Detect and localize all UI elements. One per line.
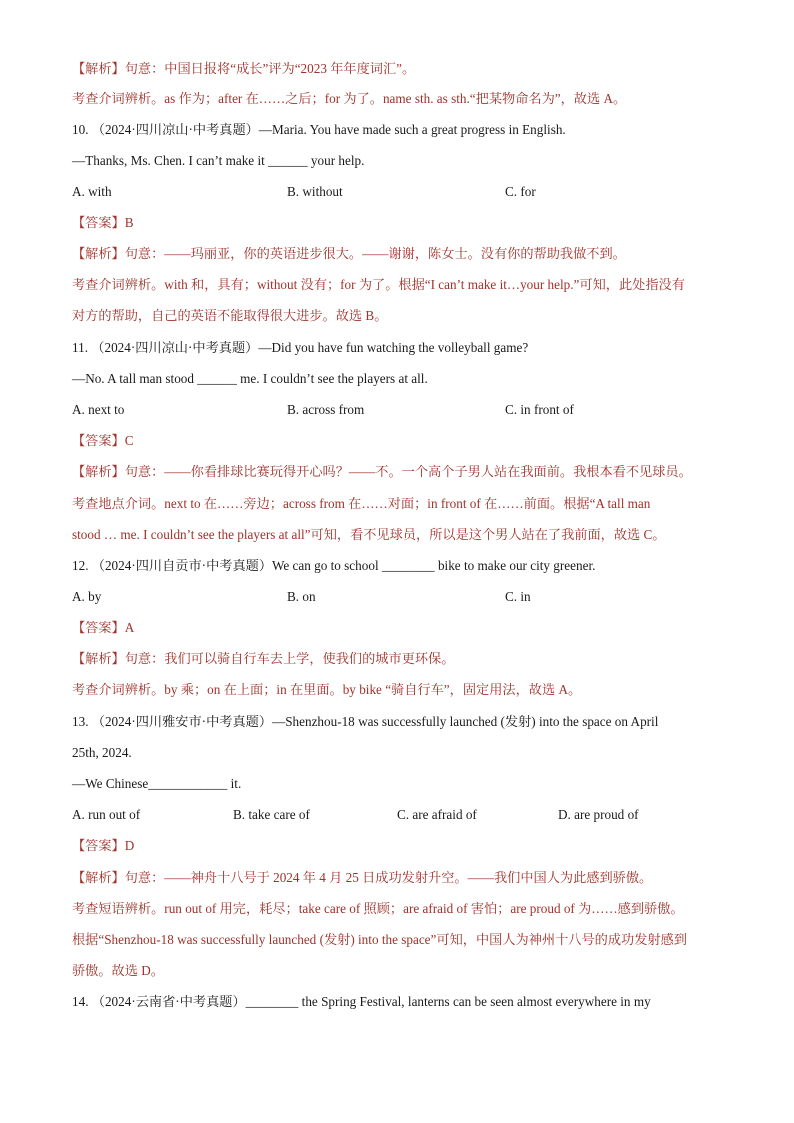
- text-segment: —Thanks, Ms. Chen. I can’t make it ______ your help.: [72, 153, 365, 168]
- answer-option: B. take care of: [233, 807, 310, 822]
- section-tag: 【解析】: [72, 651, 125, 666]
- text-segment: 句意：——神舟十八号于 2024 年 4 月 25 日成功发射升空。——我们中国人为此感到骄傲。: [124, 870, 653, 885]
- text-line: [72, 152, 727, 169]
- answer-option: B. across from: [287, 402, 365, 417]
- text-segment: 10. （2024·四川凉山·中考真题）—Maria. You have made such a great progress in English.: [72, 122, 566, 137]
- text-segment: 12. （2024·四川自贡市·中考真题）We can go to school ________ bike to make our city greener.: [72, 558, 596, 573]
- answer-option: B. without: [287, 184, 343, 199]
- section-tag: 【解析】: [72, 246, 125, 261]
- text-segment: 考查介词辨析。with 和，具有；without 没有；for 为了。根据“I can’t make it…your help.”可知，此处指没有: [72, 277, 685, 292]
- text-line: [72, 775, 727, 792]
- text-line: [72, 495, 727, 512]
- text-line: [72, 60, 727, 77]
- section-tag: 【解析】: [72, 61, 125, 76]
- text-segment: 考查地点介词。next to 在……旁边；across from 在……对面；in front of 在……前面。根据“A tall man: [72, 496, 651, 511]
- section-tag: 【答案】: [72, 433, 125, 448]
- text-line: [72, 370, 727, 387]
- text-line: [72, 650, 727, 667]
- text-segment: —We Chinese____________ it.: [72, 776, 242, 791]
- text-segment: 11. （2024·四川凉山·中考真题）—Did you have fun watching the volleyball game?: [72, 340, 529, 355]
- answer-option: B. on: [287, 589, 316, 604]
- answer-option: A. next to: [72, 402, 125, 417]
- text-line: [72, 619, 727, 636]
- text-segment: 13. （2024·四川雅安市·中考真题）—Shenzhou-18 was successfully launched (发射) into the space on April: [72, 714, 659, 729]
- text-segment: —No. A tall man stood ______ me. I couldn’t see the players at all.: [72, 371, 428, 386]
- answer-option: C. in: [505, 589, 531, 604]
- text-line: [72, 993, 727, 1010]
- text-segment: C: [124, 433, 134, 448]
- answer-option: D. are proud of: [558, 807, 639, 822]
- text-segment: 考查介词辨析。by 乘；on 在上面；in 在里面。by bike “骑自行车”，固定用法，故选 A。: [72, 682, 582, 697]
- text-segment: 考查介词辨析。as 作为；after 在……之后；for 为了。name sth. as sth.“把某物命名为”，故选 A。: [72, 91, 627, 106]
- text-segment: stood … me. I couldn’t see the players at all”可知，看不见球员，所以是这个男人站在了我前面，故选 C。: [72, 527, 666, 542]
- text-segment: A: [124, 620, 135, 635]
- text-segment: 14. （2024·云南省·中考真题）________ the Spring Festival, lanterns can be seen almost everywhere in my: [72, 994, 651, 1009]
- section-tag: 【答案】: [72, 215, 125, 230]
- section-tag: 【解析】: [72, 464, 125, 479]
- answer-option: C. in front of: [505, 402, 574, 417]
- text-line: [72, 557, 727, 574]
- text-segment: D: [124, 838, 135, 853]
- text-line: [72, 713, 727, 730]
- text-segment: 骄傲。故选 D。: [72, 963, 164, 978]
- text-line: [72, 900, 727, 917]
- text-line: [72, 245, 727, 262]
- text-line: [72, 837, 727, 854]
- section-tag: 【答案】: [72, 620, 125, 635]
- text-line: [72, 744, 727, 761]
- text-segment: 句意：——你看排球比赛玩得开心吗？——不。一个高个子男人站在我面前。我根本看不见球员。: [124, 464, 692, 479]
- answer-option: A. run out of: [72, 807, 141, 822]
- text-line: [72, 121, 727, 138]
- answer-option: C. are afraid of: [397, 807, 477, 822]
- text-line: [72, 931, 727, 948]
- section-tag: 【解析】: [72, 870, 125, 885]
- text-segment: 对方的帮助，自己的英语不能取得很大进步。故选 B。: [72, 308, 388, 323]
- text-segment: 根据“Shenzhou-18 was successfully launched (发射) into the space”可知，中国人为神州十八号的成功发射感到: [72, 932, 687, 947]
- text-line: [72, 681, 727, 698]
- text-segment: 句意：我们可以骑自行车去上学，使我们的城市更环保。: [124, 651, 455, 666]
- text-line: [72, 339, 727, 356]
- text-segment: 考查短语辨析。run out of 用完，耗尽；take care of 照顾；are afraid of 害怕；are proud of 为……感到骄傲。: [72, 901, 684, 916]
- text-line: [72, 526, 727, 543]
- text-segment: B: [124, 215, 134, 230]
- text-line: [72, 307, 727, 324]
- text-line: [72, 432, 727, 449]
- text-line: [72, 869, 727, 886]
- answer-option: A. with: [72, 184, 112, 199]
- text-segment: 句意：中国日报将“成长”评为“2023 年年度词汇”。: [124, 61, 416, 76]
- text-segment: 句意：——玛丽亚，你的英语进步很大。——谢谢，陈女士。没有你的帮助我做不到。: [124, 246, 626, 261]
- text-segment: 25th, 2024.: [72, 745, 132, 760]
- text-line: [72, 463, 727, 480]
- text-line: [72, 276, 727, 293]
- text-line: [72, 90, 727, 107]
- text-line: [72, 962, 727, 979]
- answer-option: A. by: [72, 589, 102, 604]
- section-tag: 【答案】: [72, 838, 125, 853]
- answer-option: C. for: [505, 184, 536, 199]
- text-line: [72, 214, 727, 231]
